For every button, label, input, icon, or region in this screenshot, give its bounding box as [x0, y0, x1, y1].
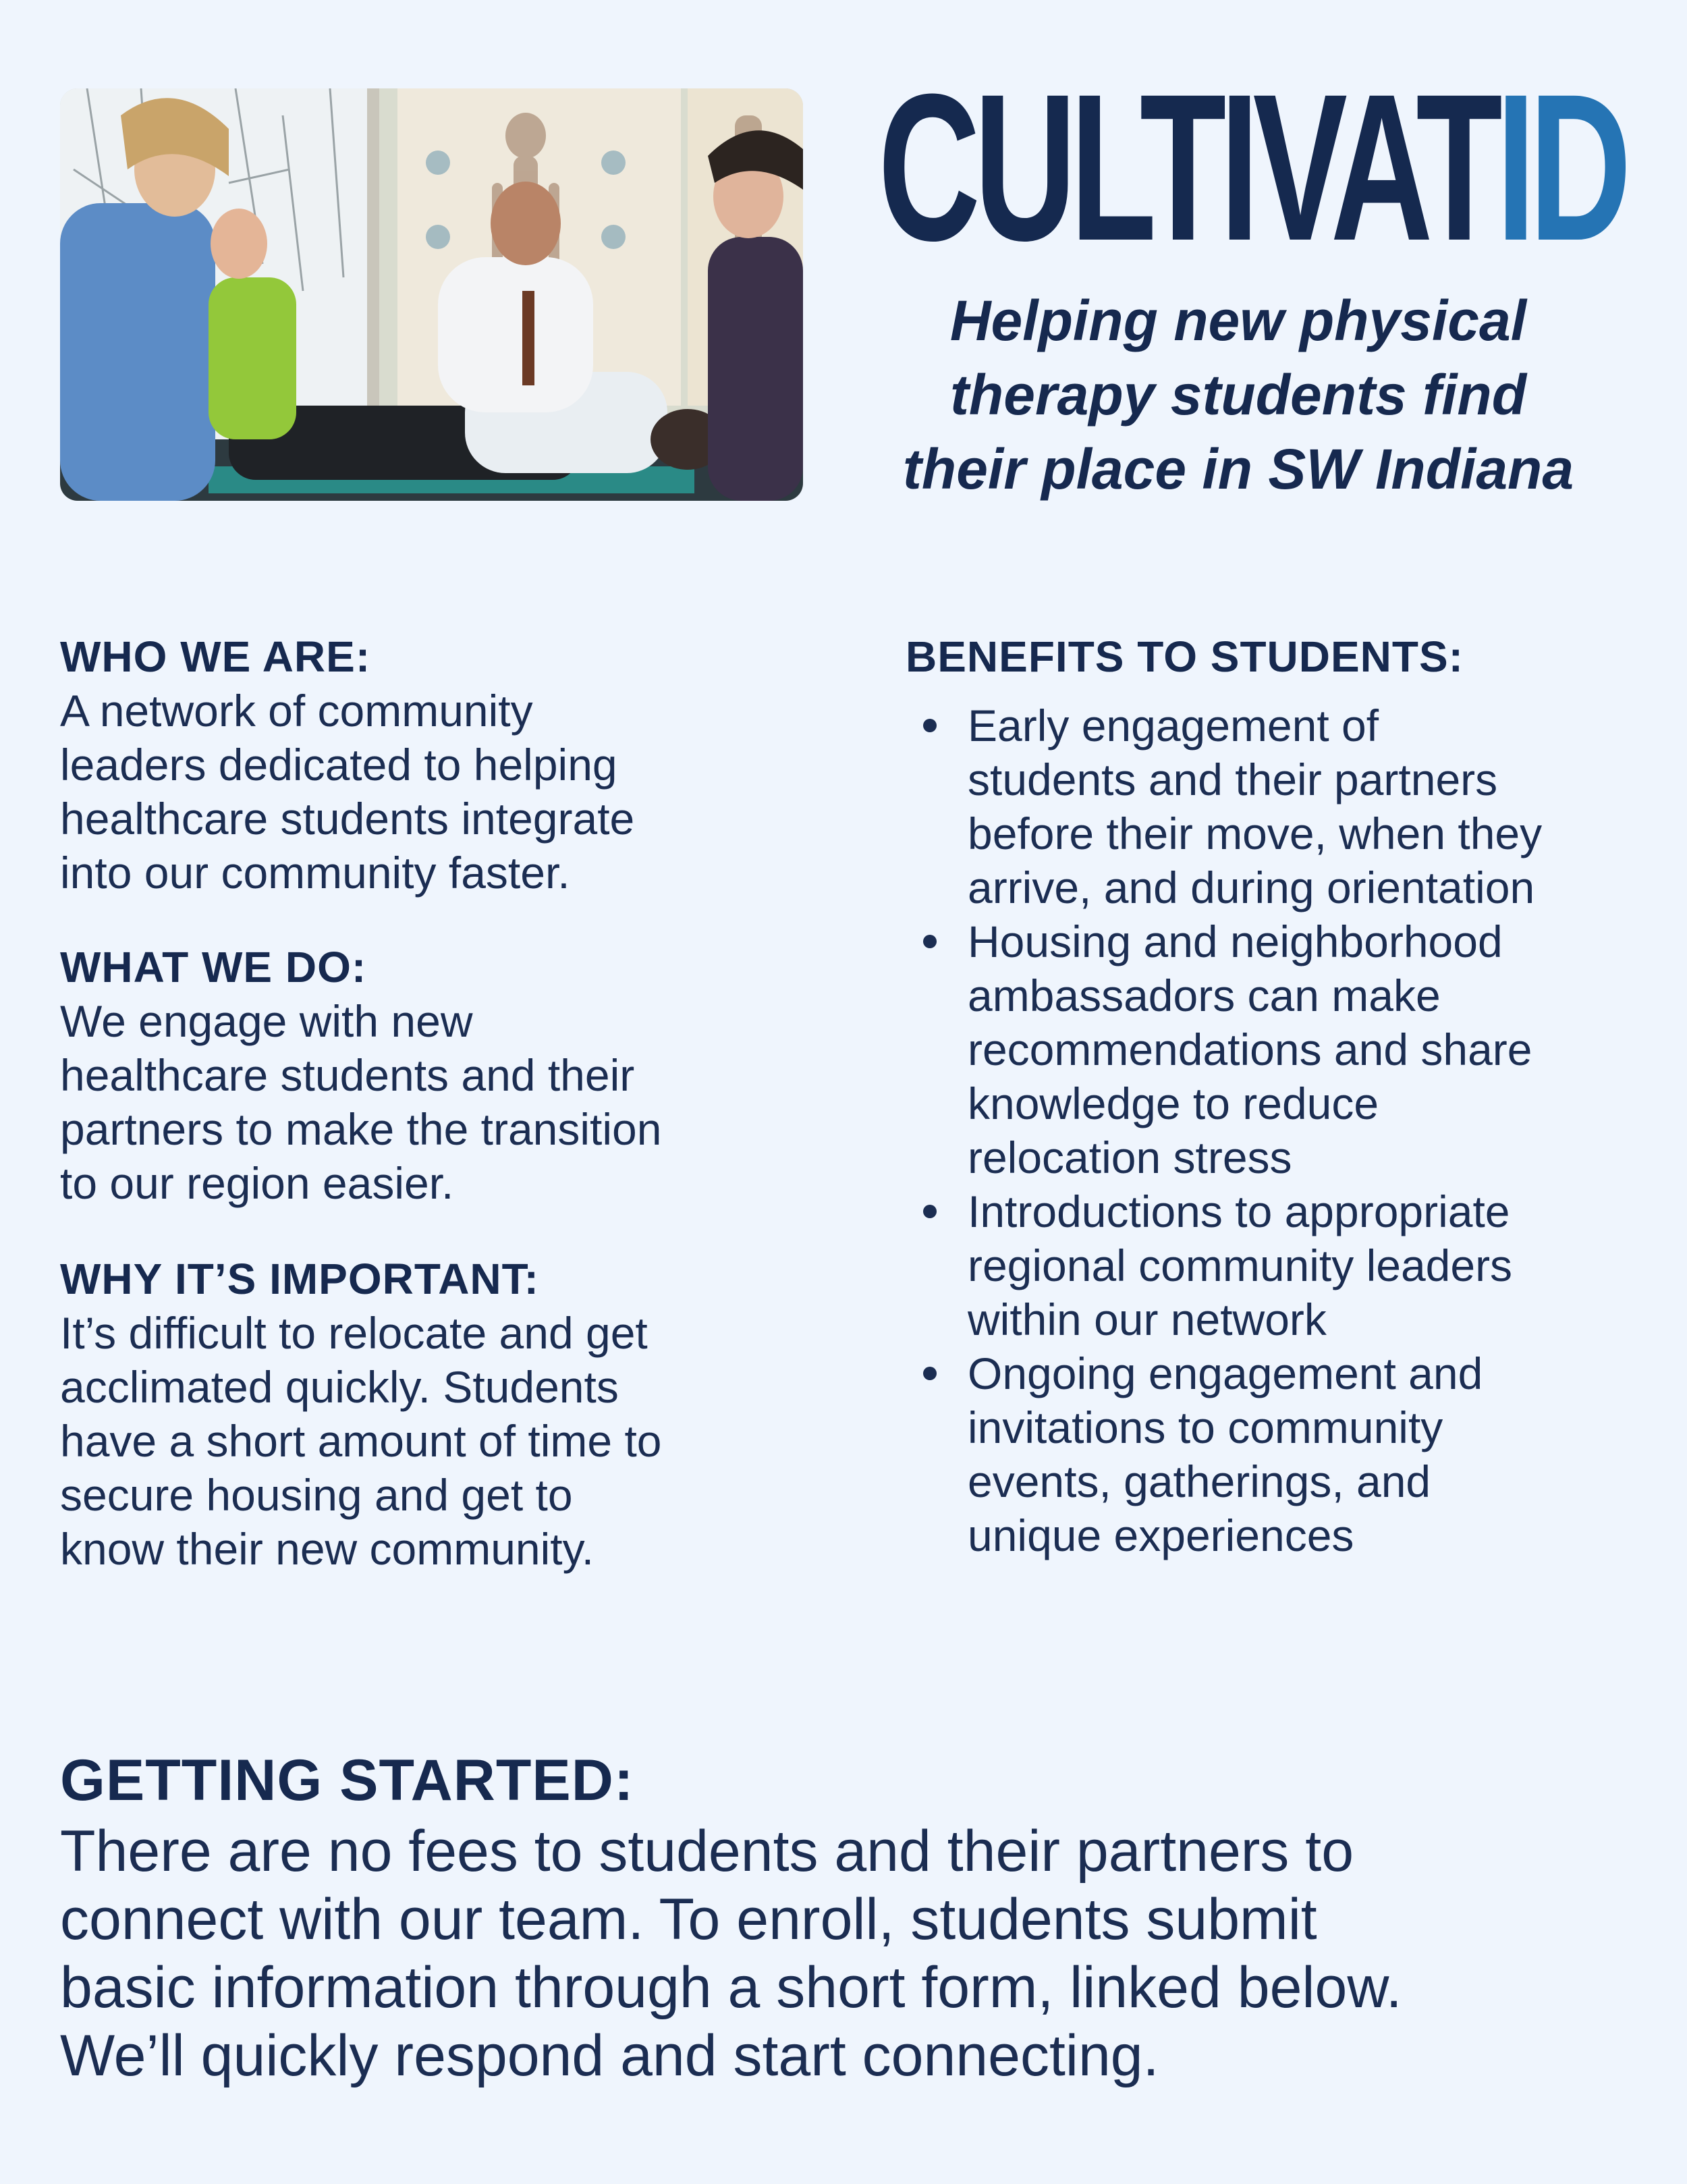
bullet-icon [923, 719, 937, 732]
who-we-are-section [60, 630, 836, 900]
benefits-section [906, 630, 1661, 1562]
why-important-line: know their new community. [60, 1524, 594, 1574]
benefits-heading: BENEFITS TO STUDENTS: [906, 632, 1464, 681]
brand-logo [870, 50, 1633, 284]
hero-photo-illustration [60, 88, 803, 501]
getting-started-body [60, 1818, 1666, 2090]
benefits-list [906, 699, 1661, 1562]
what-we-do-line: to our region easier. [60, 1158, 454, 1208]
benefit-line: Ongoing engagement and [968, 1348, 1483, 1398]
benefit-line: ambassadors can make [968, 971, 1441, 1020]
why-important-line: It’s difficult to relocate and get [60, 1308, 648, 1358]
benefit-line: invitations to community [968, 1402, 1443, 1452]
benefit-line: students and their partners [968, 755, 1498, 804]
getting-started-line: There are no fees to students and their partners to [60, 1819, 1354, 1884]
bullet-icon [923, 1367, 937, 1380]
tagline-line: their place in SW Indiana [902, 437, 1574, 501]
bullet-icon [923, 1205, 937, 1218]
why-important-line: secure housing and get to [60, 1470, 573, 1520]
why-important-heading: WHY IT’S IMPORTANT: [60, 1255, 539, 1303]
getting-started-line: connect with our team. To enroll, students submit [60, 1887, 1317, 1952]
benefit-line: knowledge to reduce [968, 1079, 1379, 1128]
benefit-item [906, 1184, 1661, 1346]
benefit-line: recommendations and share [968, 1025, 1532, 1074]
who-we-are-line: A network of community [60, 686, 533, 736]
what-we-do-section [60, 940, 836, 1210]
benefit-line: arrive, and during orientation [968, 863, 1535, 912]
tagline-line: Helping new physical [949, 289, 1527, 352]
benefit-line: events, gatherings, and [968, 1456, 1431, 1506]
why-important-line: have a short amount of time to [60, 1416, 662, 1466]
why-important-section [60, 1252, 836, 1576]
benefit-line: relocation stress [968, 1132, 1292, 1182]
who-we-are-line: into our community faster. [60, 848, 570, 898]
tagline-line: therapy students find [949, 363, 1527, 427]
brand-logo-part1: CULTIVAT [878, 50, 1497, 284]
bullet-icon [923, 935, 937, 948]
who-we-are-line: healthcare students integrate [60, 794, 635, 844]
benefit-line: Housing and neighborhood [968, 917, 1503, 966]
brand-logo-part2: ID [1496, 50, 1626, 284]
benefit-line: Introductions to appropriate [968, 1186, 1510, 1236]
who-we-are-line: leaders dedicated to helping [60, 740, 617, 790]
getting-started-heading: GETTING STARTED: [60, 1748, 634, 1813]
what-we-do-heading: WHAT WE DO: [60, 943, 367, 991]
benefit-line: unique experiences [968, 1510, 1354, 1560]
benefit-line: before their move, when they [968, 809, 1543, 858]
tagline [844, 283, 1633, 506]
benefit-item [906, 1346, 1661, 1562]
benefit-item [906, 914, 1661, 1184]
benefit-item [906, 699, 1661, 914]
why-important-line: acclimated quickly. Students [60, 1362, 619, 1412]
getting-started-line: basic information through a short form, linked below. [60, 1955, 1402, 2020]
what-we-do-line: We engage with new [60, 996, 473, 1046]
what-we-do-line: partners to make the transition [60, 1104, 662, 1154]
hero-photo [60, 88, 803, 501]
benefit-line: Early engagement of [968, 701, 1379, 750]
getting-started-line: We’ll quickly respond and start connecting. [60, 2023, 1159, 2088]
benefit-line: within our network [968, 1294, 1327, 1344]
what-we-do-line: healthcare students and their [60, 1050, 635, 1100]
benefit-line: regional community leaders [968, 1240, 1513, 1290]
who-we-are-heading: WHO WE ARE: [60, 632, 371, 681]
